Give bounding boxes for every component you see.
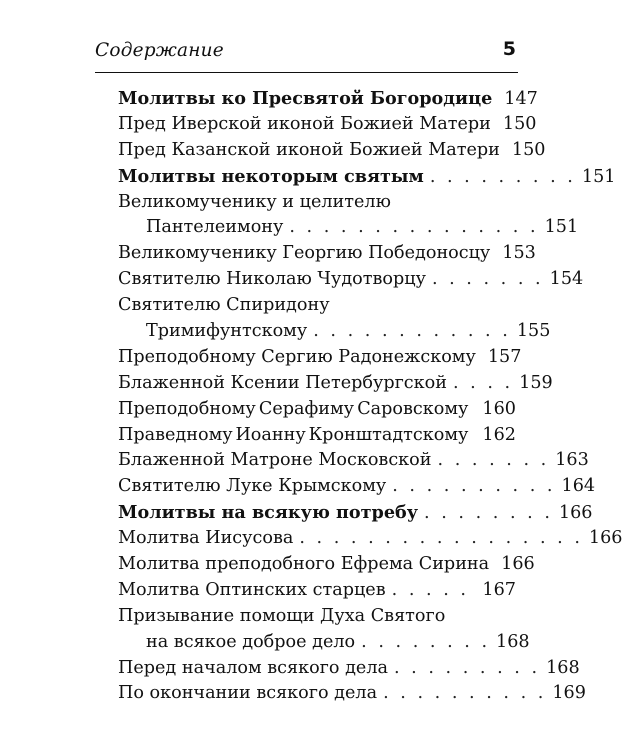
toc-entry-title: Молитвы на всякую потребу	[118, 502, 419, 524]
toc-entry-page: 162	[482, 424, 516, 445]
toc-entry-page: 166	[588, 528, 623, 549]
toc-entry	[118, 604, 516, 630]
toc-entry-title: Преподобному Сергию Радонежскому	[118, 346, 476, 367]
running-title: Содержание	[95, 40, 224, 61]
toc-entry-title: Тримифунтскому	[146, 321, 308, 342]
toc-leader-dots: . . . . . . . . .	[394, 657, 541, 678]
toc-entry-title: Великомученику Георгию Победоносцу	[118, 243, 491, 264]
toc-entry-page: 169	[552, 683, 586, 704]
toc-leader-dots: . . . . . . .	[437, 450, 550, 471]
toc-leader-dots: . . . . . . . . . . . .	[313, 321, 511, 342]
toc-entry	[118, 241, 536, 267]
toc-entry-page: 150	[511, 139, 546, 160]
toc-entry-word: Праведному	[118, 424, 233, 445]
toc-entry-page: 168	[546, 657, 580, 678]
toc-entry-title: Пред Иверской иконой Божией Матери	[118, 113, 491, 134]
page-number: 5	[502, 38, 516, 60]
toc-entry	[118, 448, 589, 474]
toc-entry-title: Блаженной Матроне Московской	[118, 450, 432, 471]
toc-entry-page: 166	[501, 554, 535, 575]
toc-entry-title: на всякое доброе дело	[146, 631, 356, 652]
toc-entry-page: 166	[558, 503, 593, 524]
toc-entry-title: Великомученику и целителю	[118, 191, 391, 212]
toc-entry-title: Молитва Оптинских старцев	[118, 579, 386, 600]
toc-entry	[118, 397, 516, 423]
toc-entry	[118, 138, 546, 164]
toc-entry-title: Молитвы ко Пресвятой Богородице	[118, 88, 493, 109]
toc-entry-title: Призывание помощи Духа Святого	[118, 605, 446, 626]
toc-entry-title	[118, 397, 468, 423]
toc-entry-word: Саровскому	[357, 398, 469, 419]
toc-entry	[118, 474, 596, 500]
toc-entry-title: Пред Казанской иконой Божией Матери	[118, 139, 500, 160]
toc-entry-word: Иоанну	[235, 424, 306, 445]
toc-entry-title: Молитва Иисусова	[118, 528, 294, 549]
toc-leader-dots: . . . . . . . . . .	[383, 683, 547, 704]
toc-entry	[118, 423, 516, 449]
toc-leader-dots: . . . .	[452, 372, 514, 393]
toc-entry	[118, 267, 584, 293]
toc-entry-page: 150	[502, 113, 537, 134]
toc-entry-page: 151	[581, 166, 616, 187]
toc-leader-dots: . . . . . . . . .	[429, 166, 576, 187]
toc-entry-title: Блаженной Ксении Петербургской	[118, 372, 447, 393]
toc-leader-dots: . . . . . . . . . . . . . . . . .	[299, 528, 583, 549]
toc-entry-page: 155	[516, 321, 551, 342]
toc-entry	[118, 630, 530, 656]
toc-entry	[118, 164, 616, 190]
toc-leader-dots: . . . . .	[391, 579, 469, 600]
toc-entry-title: Святителю Николаю Чудотворцу	[118, 269, 426, 290]
toc-entry	[118, 86, 538, 112]
toc-entry-page: 164	[561, 476, 596, 497]
toc-entry	[118, 656, 580, 682]
toc-entry-title: Молитва преподобного Ефрема Сирина	[118, 554, 490, 575]
toc-leader-dots: . . . . . . .	[431, 269, 544, 290]
toc-entry-word: Серафиму	[258, 398, 355, 419]
toc-entry-page: 160	[482, 398, 516, 419]
toc-entry-title	[118, 423, 468, 449]
toc-leader-dots: . . . . . . . .	[424, 503, 553, 524]
toc-entry-page: 168	[496, 631, 530, 652]
toc-entry	[118, 500, 593, 526]
page-header	[95, 38, 518, 73]
toc-entry	[118, 371, 553, 397]
toc-entry-page: 159	[519, 372, 553, 393]
toc-entry-page: 153	[502, 243, 536, 264]
toc-entry-page: 157	[487, 346, 522, 367]
toc-entry-title: Святителю Спиридону	[118, 295, 330, 316]
toc-entry-title: Святителю Луке Крымскому	[118, 476, 387, 497]
toc-entry	[118, 345, 522, 371]
toc-entry-page: 147	[504, 89, 538, 109]
toc-entry	[118, 578, 516, 604]
toc-leader-dots: . . . . . . . .	[361, 631, 491, 652]
toc-entry	[118, 526, 623, 552]
table-of-contents	[118, 86, 623, 707]
toc-leader-dots: . . . . . . . . . . . . . . .	[289, 217, 539, 238]
toc-entry	[118, 190, 516, 216]
toc-entry	[118, 112, 537, 138]
toc-entry-page: 167	[482, 579, 516, 600]
toc-entry	[118, 552, 535, 578]
toc-entry-title: Перед началом всякого дела	[118, 657, 388, 678]
toc-entry	[118, 681, 586, 707]
toc-entry	[118, 293, 516, 319]
toc-entry-word: Преподобному	[118, 398, 256, 419]
toc-entry-word: Кронштадтскому	[308, 424, 469, 445]
toc-entry-title: Молитвы некоторым святым	[118, 165, 424, 187]
toc-entry	[118, 215, 579, 241]
toc-entry-page: 151	[544, 217, 579, 238]
toc-leader-dots: . . . . . . . . . .	[392, 476, 556, 497]
toc-entry-page: 154	[549, 269, 584, 290]
toc-entry-title: По окончании всякого дела	[118, 683, 378, 704]
toc-entry-title: Пантелеимону	[146, 217, 284, 238]
toc-entry	[118, 319, 551, 345]
toc-entry-page: 163	[555, 450, 589, 471]
